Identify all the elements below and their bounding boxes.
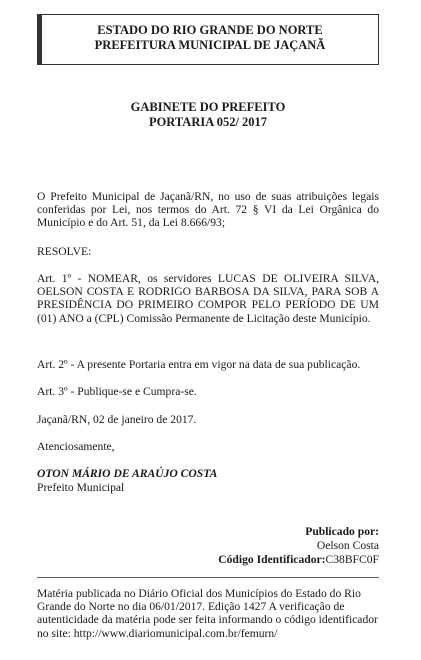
footer-divider bbox=[37, 577, 379, 578]
signatory-name: OTON MÁRIO DE ARAÚJO COSTA bbox=[37, 467, 218, 480]
header-box bbox=[37, 14, 379, 65]
identifier-code bbox=[218, 553, 379, 567]
place-date: Jaçanã/RN, 02 de janeiro de 2017. bbox=[37, 413, 197, 426]
article-3: Art. 3º - Publique-se e Cumpra-se. bbox=[37, 385, 197, 398]
published-by-label: Publicado por: bbox=[305, 525, 379, 538]
publisher-name: Oelson Costa bbox=[316, 539, 379, 552]
closing: Atenciosamente, bbox=[37, 440, 115, 453]
footer-note: Matéria publicada no Diário Oficial dos Municípios do Estado do Rio Grande do Norte no dia 06/01/2017. Edição 1427 A verificação de autenticidade da matéria pode ser feita informando o código identificador no site: http://www.diariomunicipal.com.br/femurn/ bbox=[37, 587, 378, 640]
office-title: GABINETE DO PREFEITO bbox=[130, 100, 286, 114]
article-1: Art. 1º - NOMEAR, os servidores LUCAS DE OLIVEIRA SILVA, OELSON COSTA E RODRIGO BARBOSA DA SILVA, PARA SOB A PRESIDÊNCIA DO PRIMEIRO COMPOR PELO PERÍODO DE UM (01) ANO a (CPL) Comissão Permanente de Licitação deste Município. bbox=[37, 272, 379, 325]
signatory-role: Prefeito Municipal bbox=[37, 481, 125, 494]
resolve-label: RESOLVE: bbox=[37, 245, 92, 258]
header-state: ESTADO DO RIO GRANDE DO NORTE bbox=[97, 23, 323, 37]
ordinance-number: PORTARIA 052/ 2017 bbox=[148, 115, 268, 129]
identifier-label: Código Identificador: bbox=[218, 553, 326, 566]
article-2: Art. 2º - A presente Portaria entra em vigor na data de sua publicação. bbox=[37, 358, 361, 371]
header-prefecture: PREFEITURA MUNICIPAL DE JAÇANÃ bbox=[94, 38, 326, 52]
intro-paragraph: O Prefeito Municipal de Jaçanã/RN, no uso de suas atribuições legais conferidas por Lei, nos termos do Art. 72 § VI da Lei Orgânica do Município e do Art. 51, da Lei 8.666/93; bbox=[37, 190, 379, 230]
identifier-value: C38BFC0F bbox=[325, 553, 379, 566]
